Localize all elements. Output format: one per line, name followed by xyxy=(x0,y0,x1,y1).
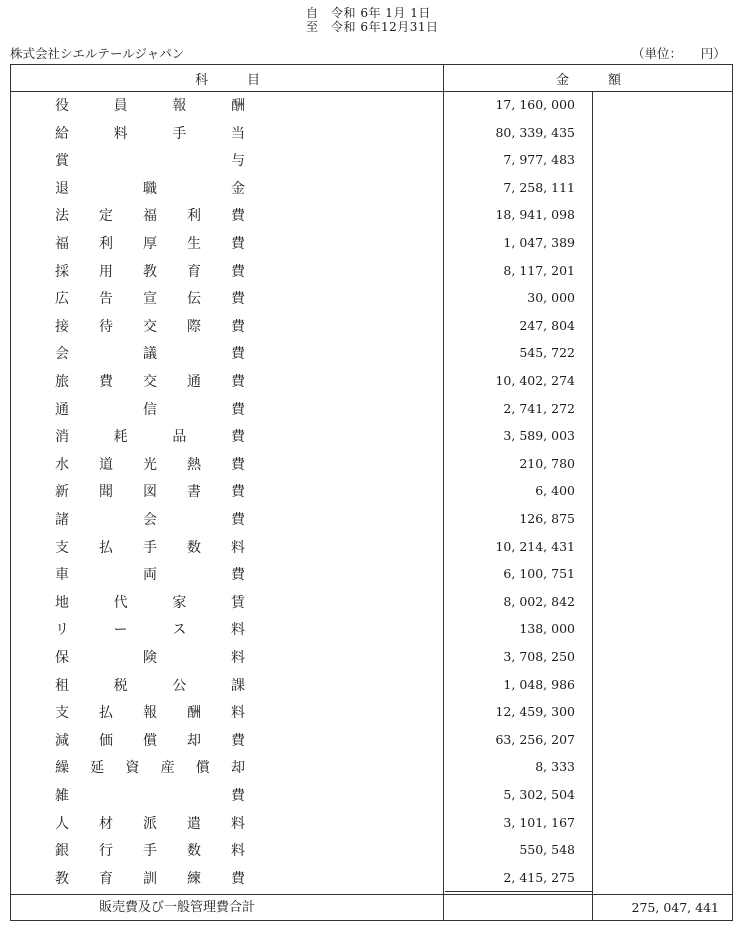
total-value: 275, 047, 441 xyxy=(631,900,719,915)
column-header-amount: 金 額 xyxy=(555,72,621,88)
table-row-name: 賞 与 xyxy=(55,153,245,170)
table-row-name: 人 材 派 遣 料 xyxy=(55,815,245,832)
table-row-value: 7, 258, 111 xyxy=(503,179,575,195)
table-row-value: 63, 256, 207 xyxy=(495,731,575,747)
table-row-value: 12, 459, 300 xyxy=(495,704,575,720)
table-row-value: 8, 333 xyxy=(535,759,575,775)
table-row-name: 諸 会 費 xyxy=(55,512,245,528)
table-row-value: 3, 589, 003 xyxy=(503,428,575,444)
total-label: 販売費及び一般管理費合計 xyxy=(99,900,256,915)
table-row-name: 租 税 公 課 xyxy=(55,677,245,694)
table-row-name: 役 員 報 酬 xyxy=(55,98,245,114)
table-row-name: 会 議 費 xyxy=(55,346,245,363)
column-header-item: 科 目 xyxy=(194,72,260,88)
table-row-value: 210, 780 xyxy=(519,455,575,471)
table-row-value: 18, 941, 098 xyxy=(495,207,575,223)
table-row-value: 1, 048, 986 xyxy=(503,676,575,692)
period xyxy=(306,6,439,34)
table-row-value: 80, 339, 435 xyxy=(495,124,575,140)
table-row-value: 3, 708, 250 xyxy=(503,649,575,664)
unit-label: （単位： 円） xyxy=(632,46,726,61)
table-row-name: 接 待 交 際 費 xyxy=(55,318,245,335)
table-row-name: 法 定 福 利 費 xyxy=(55,208,245,225)
table-row-value: 17, 160, 000 xyxy=(495,97,575,112)
subtotal-rule xyxy=(445,891,593,892)
table-row-value: 6, 400 xyxy=(535,483,575,499)
table-row-value: 30, 000 xyxy=(527,290,575,306)
expense-table xyxy=(10,64,733,921)
table-row-value: 5, 302, 504 xyxy=(503,787,575,802)
table-row-value: 1, 047, 389 xyxy=(503,235,575,250)
table-row-value: 7, 977, 483 xyxy=(503,152,575,168)
header-divider xyxy=(11,91,732,92)
period-from: 自 令和 6年 1月 1日 xyxy=(306,6,431,20)
table-row-name: 水 道 光 熱 費 xyxy=(55,456,245,473)
table-row-name: 採 用 教 育 費 xyxy=(55,263,245,280)
table-row-name: 福 利 厚 生 費 xyxy=(55,236,245,252)
table-row-name: 支 払 手 数 料 xyxy=(55,539,245,556)
table-row-value: 247, 804 xyxy=(519,317,575,333)
company-name: 株式会社シエルテールジャパン xyxy=(10,46,185,61)
table-row-value: 2, 415, 275 xyxy=(503,869,575,885)
column-divider-amount xyxy=(592,91,593,920)
table-row-name: 地 代 家 賃 xyxy=(55,594,245,611)
table-row-name: 退 職 金 xyxy=(55,180,245,197)
table-row-name: 給 料 手 当 xyxy=(55,125,245,142)
table-row-name: 新 聞 図 書 費 xyxy=(55,484,245,501)
table-row-name: 保 険 料 xyxy=(55,650,245,666)
table-row-value: 10, 402, 274 xyxy=(495,373,575,388)
table-row-name: 車 両 費 xyxy=(55,567,245,584)
table-row-name: リ ー ス 料 xyxy=(55,622,245,639)
table-row-name: 通 信 費 xyxy=(55,401,245,418)
table-row-value: 8, 002, 842 xyxy=(503,593,575,609)
table-row-name: 広 告 宣 伝 費 xyxy=(55,291,245,308)
table-row-value: 10, 214, 431 xyxy=(495,538,575,554)
table-row-value: 2, 741, 272 xyxy=(503,400,575,416)
table-row-value: 8, 117, 201 xyxy=(503,262,575,278)
table-row-name: 雑 費 xyxy=(55,788,245,804)
table-row-name: 旅 費 交 通 費 xyxy=(55,374,245,390)
total-divider xyxy=(11,894,732,895)
table-row-value: 545, 722 xyxy=(519,345,575,361)
table-row-name: 銀 行 手 数 料 xyxy=(55,843,245,860)
table-row-name: 減 価 償 却 費 xyxy=(55,732,245,749)
table-row-value: 126, 875 xyxy=(519,511,575,526)
table-row-value: 138, 000 xyxy=(519,621,575,637)
table-row-name: 消 耗 品 費 xyxy=(55,429,245,446)
table-row-value: 3, 101, 167 xyxy=(503,814,575,830)
table-row-value: 550, 548 xyxy=(519,842,575,858)
table-row-name: 繰 延 資 産 償 却 xyxy=(55,760,245,777)
period-to: 至 令和 6年12月31日 xyxy=(306,20,439,34)
table-row-name: 支 払 報 酬 料 xyxy=(55,705,245,722)
table-row-value: 6, 100, 751 xyxy=(503,566,575,582)
table-row-name: 教 育 訓 練 費 xyxy=(55,870,245,887)
column-divider-item xyxy=(443,65,444,920)
